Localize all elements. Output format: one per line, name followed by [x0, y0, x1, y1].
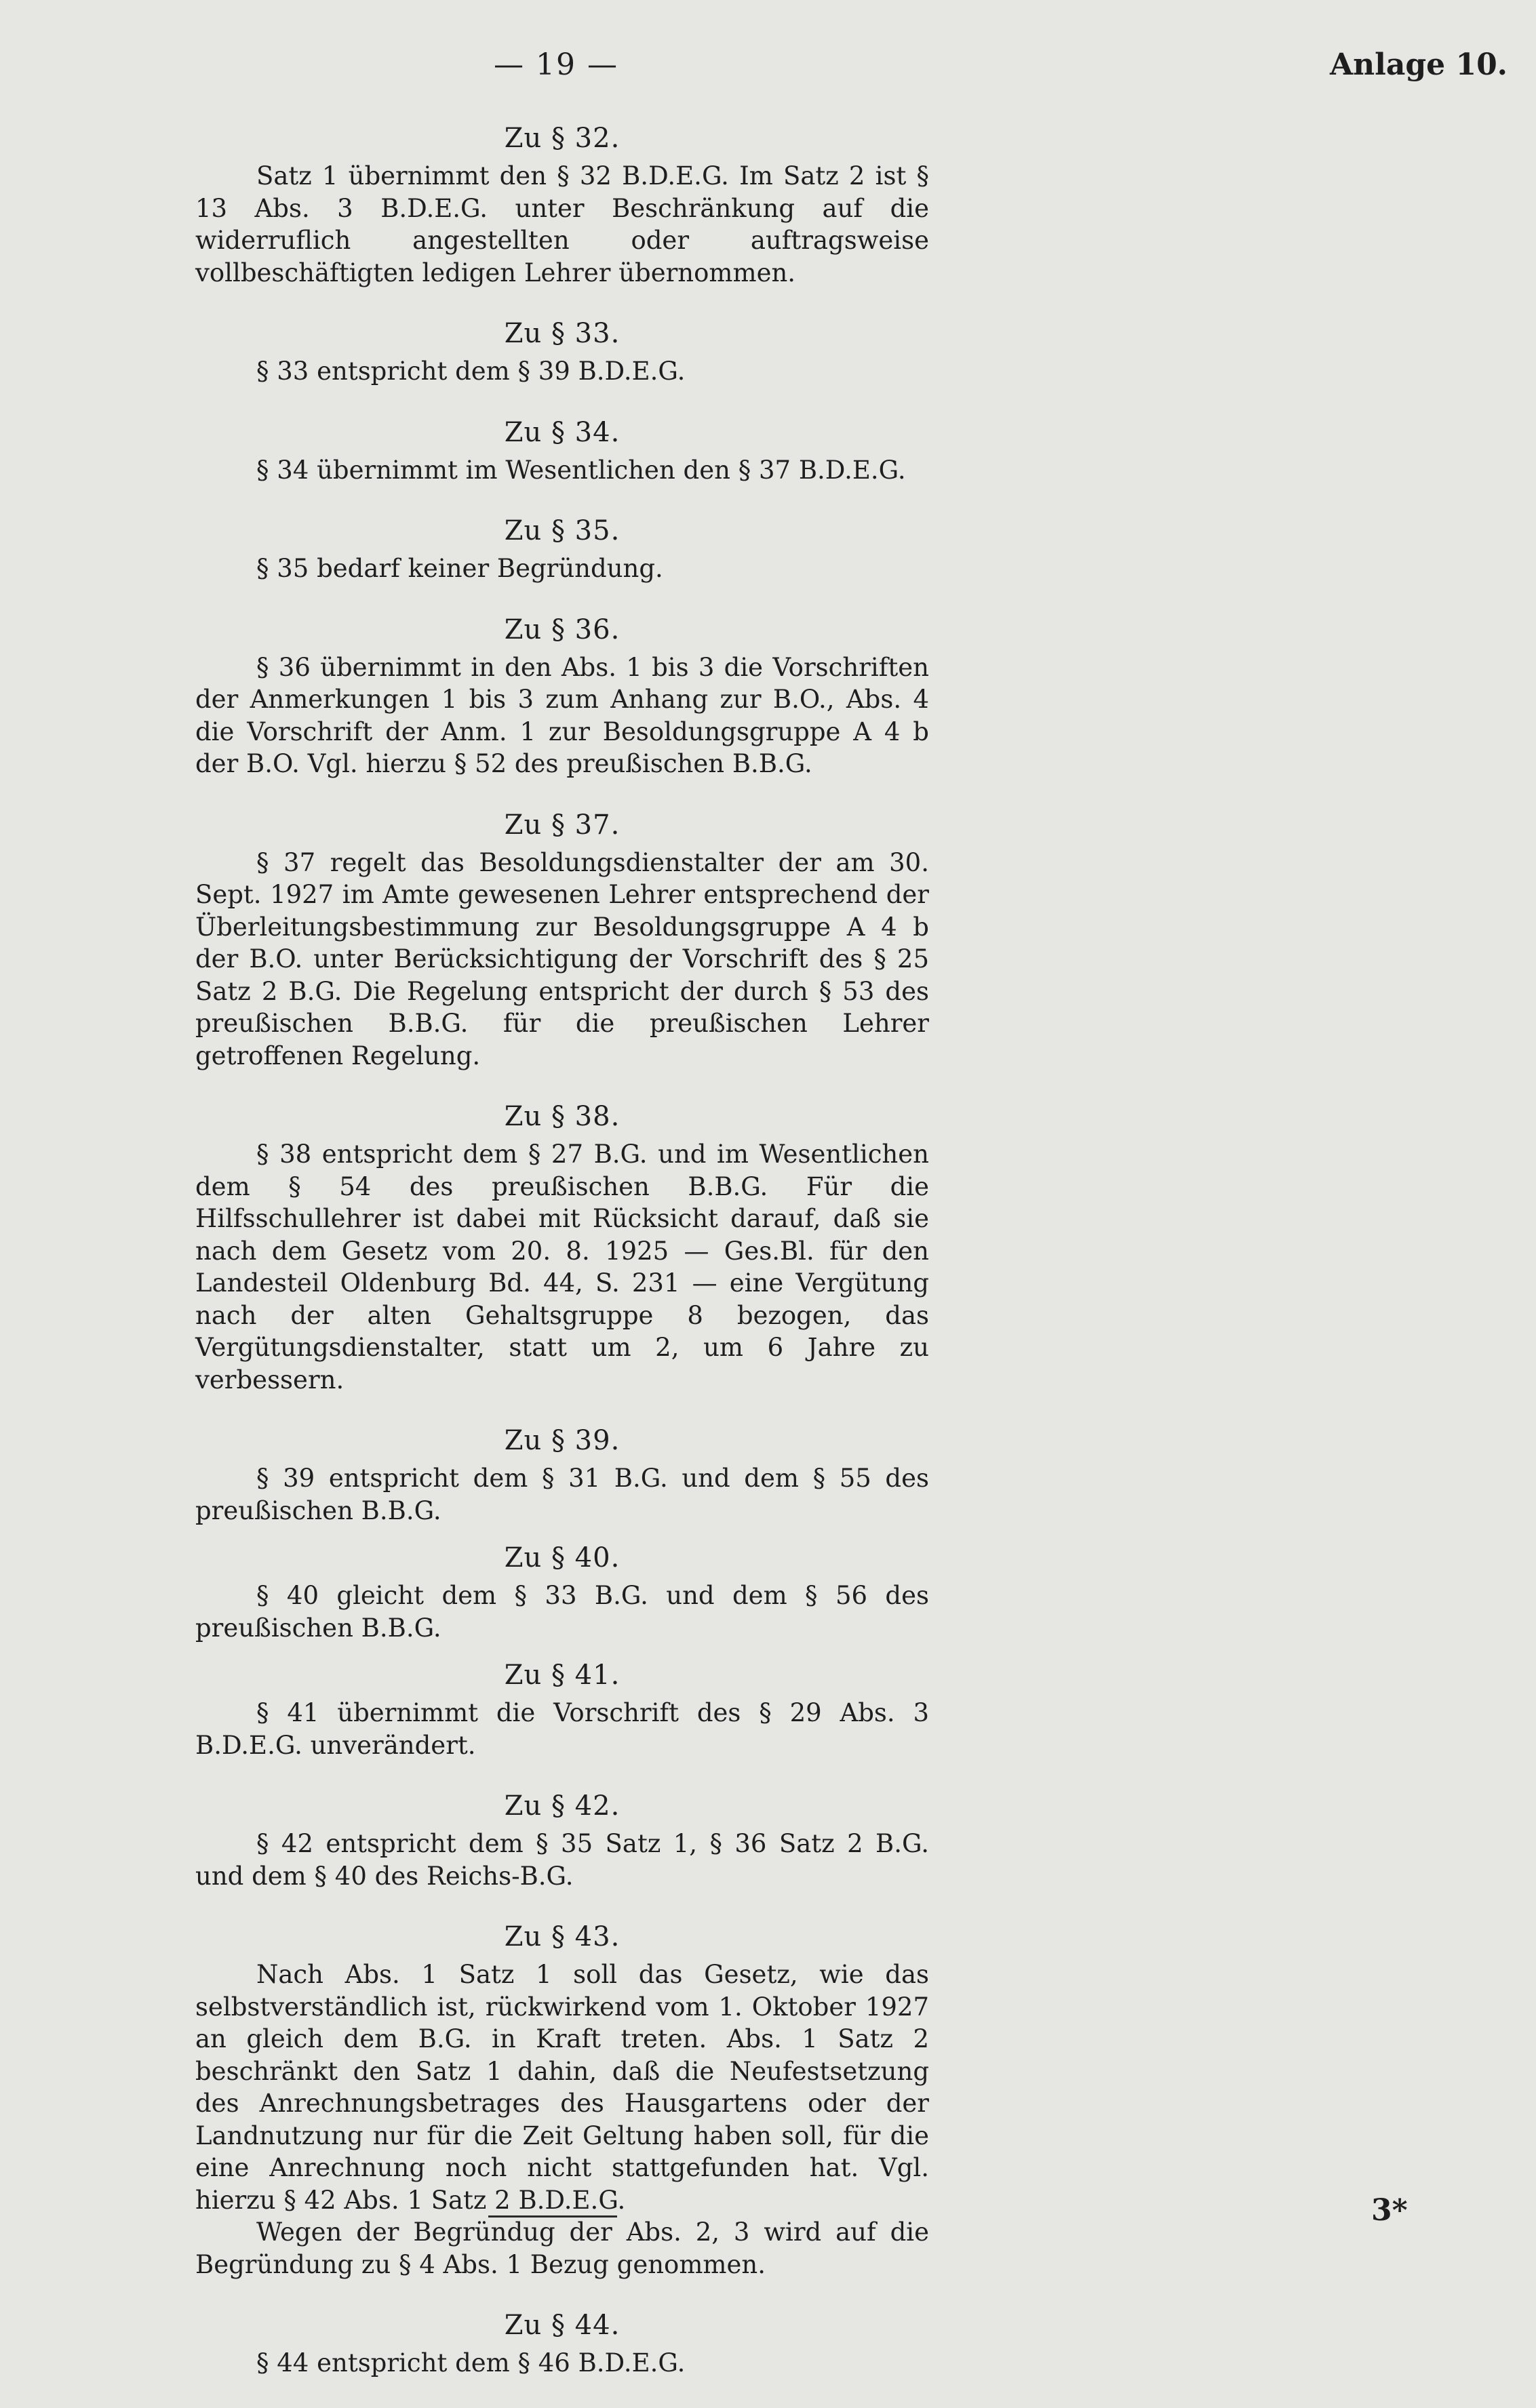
section-44 — [195, 2309, 929, 2380]
section-paragraph: § 44 entspricht dem § 46 B.D.E.G. — [256, 2348, 686, 2377]
section-43 — [195, 1921, 929, 2281]
section-heading: Zu § 42. — [504, 1790, 621, 1822]
section-heading: Zu § 34. — [504, 416, 621, 448]
section-36 — [195, 614, 929, 780]
section-34 — [195, 416, 929, 487]
section-heading: Zu § 32. — [504, 123, 621, 154]
end-rule — [488, 2215, 617, 2218]
document-body — [195, 122, 929, 2408]
section-33 — [195, 317, 929, 388]
section-paragraph: § 42 entspricht dem § 35 Satz 1, § 36 Satz 2 B.G. und dem § 40 des Reichs-B.G. — [195, 1829, 929, 1891]
section-paragraph: Satz 1 übernimmt den § 32 B.D.E.G. Im Satz 2 ist § 13 Abs. 3 B.D.E.G. unter Beschränkung auf die widerruflich angestellten oder auftragsweise vollbeschäftigten ledigen Lehrer übernommen. — [195, 161, 929, 287]
section-32 — [195, 122, 929, 289]
section-heading: Zu § 38. — [504, 1101, 621, 1132]
appendix-label: Anlage 10. — [1330, 47, 1508, 82]
section-35 — [195, 515, 929, 585]
section-38 — [195, 1100, 929, 1396]
section-paragraph: § 40 gleicht dem § 33 B.G. und dem § 56 des preußischen B.B.G. — [195, 1581, 929, 1643]
section-heading: Zu § 36. — [504, 614, 621, 645]
section-heading: Zu § 35. — [504, 515, 621, 546]
section-paragraph: § 38 entspricht dem § 27 B.G. und im Wesentlichen dem § 54 des preußischen B.B.G. Für die Hilfsschullehrer ist dabei mit Rücksicht darauf, daß sie nach dem Gesetz vom 20. 8. 1925 — Ges.Bl. für den Landesteil Oldenburg Bd. 44, S. 231 — eine Vergütung nach der alten Gehaltsgruppe 8 bezogen, das Vergütungsdienstalter, statt um 2, um 6 Jahre zu verbessern. — [195, 1140, 929, 1394]
page-number: — 19 — — [494, 47, 618, 82]
section-heading: Zu § 37. — [504, 809, 621, 841]
section-paragraph: § 36 übernimmt in den Abs. 1 bis 3 die Vorschriften der Anmerkungen 1 bis 3 zum Anhang zur B.O., Abs. 4 die Vorschrift der Anm. 1 zur Besoldungsgruppe A 4 b der B.O. Vgl. hierzu § 52 des preußischen B.B.G. — [195, 652, 929, 778]
section-39 — [195, 1424, 929, 1527]
section-heading: Zu § 44. — [504, 2310, 621, 2341]
signature-mark: 3* — [1371, 2193, 1408, 2228]
section-paragraph: § 41 übernimmt die Vorschrift des § 29 Abs. 3 B.D.E.G. unverändert. — [195, 1698, 929, 1760]
section-paragraph: Wegen der Begründug der Abs. 2, 3 wird auf die Begründung zu § 4 Abs. 1 Bezug genommen. — [195, 2218, 929, 2279]
section-paragraph: § 37 regelt das Besoldungsdienstalter der am 30. Sept. 1927 im Amte gewesenen Lehrer entsprechend der Überleitungsbestimmung zur Besoldungsgruppe A 4 b der B.O. unter Berücksichtigung der Vorschrift des § 25 Satz 2 B.G. Die Regelung entspricht der durch § 53 des preußischen B.B.G. für die preußischen Lehrer getroffenen Regelung. — [195, 847, 929, 1070]
section-heading: Zu § 39. — [504, 1425, 621, 1456]
section-paragraph: § 39 entspricht dem § 31 B.G. und dem § 55 des preußischen B.B.G. — [195, 1464, 929, 1525]
section-paragraph: § 33 entspricht dem § 39 B.D.E.G. — [256, 357, 686, 386]
section-heading: Zu § 43. — [504, 1921, 621, 1952]
section-paragraph: Nach Abs. 1 Satz 1 soll das Gesetz, wie das selbstverständlich ist, rückwirkend vom 1. Oktober 1927 an gleich dem B.G. in Kraft treten. Abs. 1 Satz 2 beschränkt den Satz 1 dahin, daß die Neufestsetzung des Anrechnungsbetrages des Hausgartens oder der Landnutzung nur für die Zeit Geltung haben soll, für die eine Anrechnung noch nicht stattgefunden hat. Vgl. hierzu § 42 Abs. 1 Satz 2 B.D.E.G. — [195, 1960, 929, 2215]
section-heading: Zu § 41. — [504, 1660, 621, 1691]
page-header — [0, 47, 1536, 95]
section-41 — [195, 1659, 929, 1761]
section-heading: Zu § 33. — [504, 318, 621, 349]
section-37 — [195, 809, 929, 1072]
section-heading: Zu § 40. — [504, 1542, 621, 1573]
section-40 — [195, 1542, 929, 1644]
section-paragraph: § 35 bedarf keiner Begründung. — [256, 554, 663, 583]
section-42 — [195, 1790, 929, 1892]
section-paragraph: § 34 übernimmt im Wesentlichen den § 37 B.D.E.G. — [256, 455, 906, 485]
